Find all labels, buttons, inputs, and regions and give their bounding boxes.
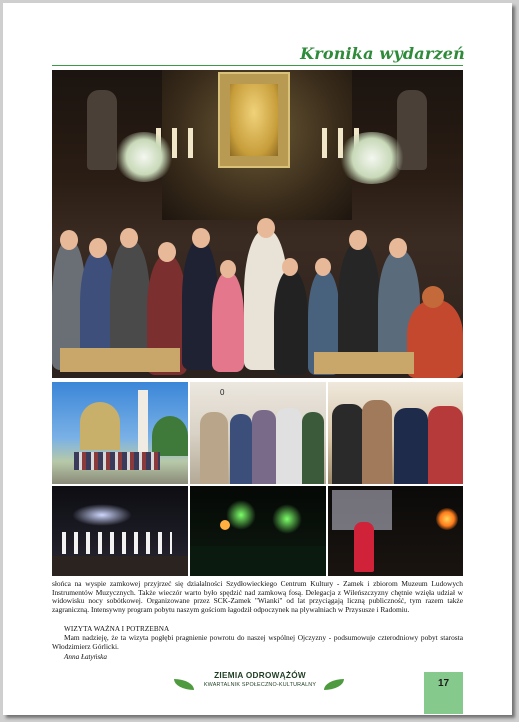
- pew-left: [60, 348, 180, 372]
- photo-fire-show: [328, 486, 463, 576]
- statue-left: [87, 90, 117, 170]
- person-head: [349, 230, 367, 250]
- person-head: [120, 228, 138, 248]
- fire-light: [220, 520, 230, 530]
- person: [428, 406, 463, 484]
- photo-sanctuary-gate: [52, 382, 188, 484]
- stage-lights: [72, 504, 132, 526]
- green-light: [226, 500, 256, 530]
- person: [252, 410, 276, 484]
- person-head: [422, 286, 444, 308]
- person-head: [158, 242, 176, 262]
- person-head: [89, 238, 107, 258]
- magazine-subtitle: KWARTALNIK SPOŁECZNO-KULTURALNY: [203, 682, 317, 688]
- person: [362, 400, 392, 484]
- green-light: [272, 504, 302, 534]
- main-photo-church-group: [52, 70, 463, 378]
- section-header: Kronika wydarzeń: [300, 44, 465, 63]
- fire: [436, 508, 458, 530]
- flowers-right: [337, 132, 407, 184]
- magazine-logo: [172, 671, 348, 697]
- dancers: [62, 532, 172, 554]
- holy-icon: [230, 84, 278, 156]
- leaf-icon: [324, 679, 344, 690]
- person: [276, 408, 302, 484]
- person-head: [315, 258, 331, 276]
- performer-red: [354, 522, 374, 572]
- holy-icon-frame: [218, 72, 290, 168]
- person-head: [60, 230, 78, 250]
- person: [200, 412, 228, 484]
- person-head: [220, 260, 236, 278]
- person-head: [257, 218, 275, 238]
- tower: [138, 390, 148, 454]
- photo-exhibition: [328, 382, 463, 484]
- audience: [52, 556, 188, 576]
- page-number: 17: [424, 672, 463, 714]
- header-divider: [52, 65, 463, 66]
- crowd: [190, 546, 326, 576]
- tree: [152, 416, 188, 456]
- leaf-icon: [174, 679, 194, 690]
- candle: [322, 128, 327, 158]
- photo-museum-visit: [190, 382, 326, 484]
- gate: [80, 402, 120, 450]
- person-head: [282, 258, 298, 276]
- magazine-title: ZIEMIA ODROWĄŻÓW: [214, 671, 306, 680]
- pew-right: [314, 352, 414, 374]
- photo-light-show: [190, 486, 326, 576]
- photo-stage-performance: [52, 486, 188, 576]
- photo-badge: 0: [220, 388, 225, 397]
- person-head: [389, 238, 407, 258]
- person-head: [192, 228, 210, 248]
- section-text: Mam nadzieję, że ta wizyta pogłębi pragnienie powrotu do naszej wspólnej Ojczyzny - podsumowuje czterodniowy pobyt starosta Włodzimierz Górlicki.: [52, 633, 463, 651]
- candle: [188, 128, 193, 158]
- person: [332, 404, 364, 484]
- person: [394, 408, 428, 484]
- person: [407, 300, 463, 378]
- person: [230, 414, 252, 484]
- author-signature: Anna Łatyńska: [64, 653, 107, 661]
- child: [212, 272, 244, 372]
- flowers-left: [114, 132, 174, 182]
- article-paragraph: [52, 580, 463, 614]
- group-of-people: [74, 452, 160, 470]
- paragraph-text: słońca na wyspie zamkowej przyjrzeć się działalności Szydłowieckiego Centrum Kultury - Zamek i zbiorom Muzeum Ludowych Instrumentów Muzycznych. Także wieczór warto było spędzić nad zamkową fosą. Delegacja z Wileńszczyzny chętnie wzięła udział w widowisku nocy sobótkowej. Organizowane przez SCK-Zamek "Wianki" od lat przyciągają liczną publiczność, tym razem także zagraniczną. Intensywny program pobytu naszym gościom łagodził odpoczynek na plywalniach w Przysusze i Radomiu.: [52, 579, 463, 614]
- child: [274, 270, 308, 375]
- person: [302, 412, 324, 484]
- section-title: WIZYTA WAŻNA I POTRZEBNA: [64, 625, 170, 633]
